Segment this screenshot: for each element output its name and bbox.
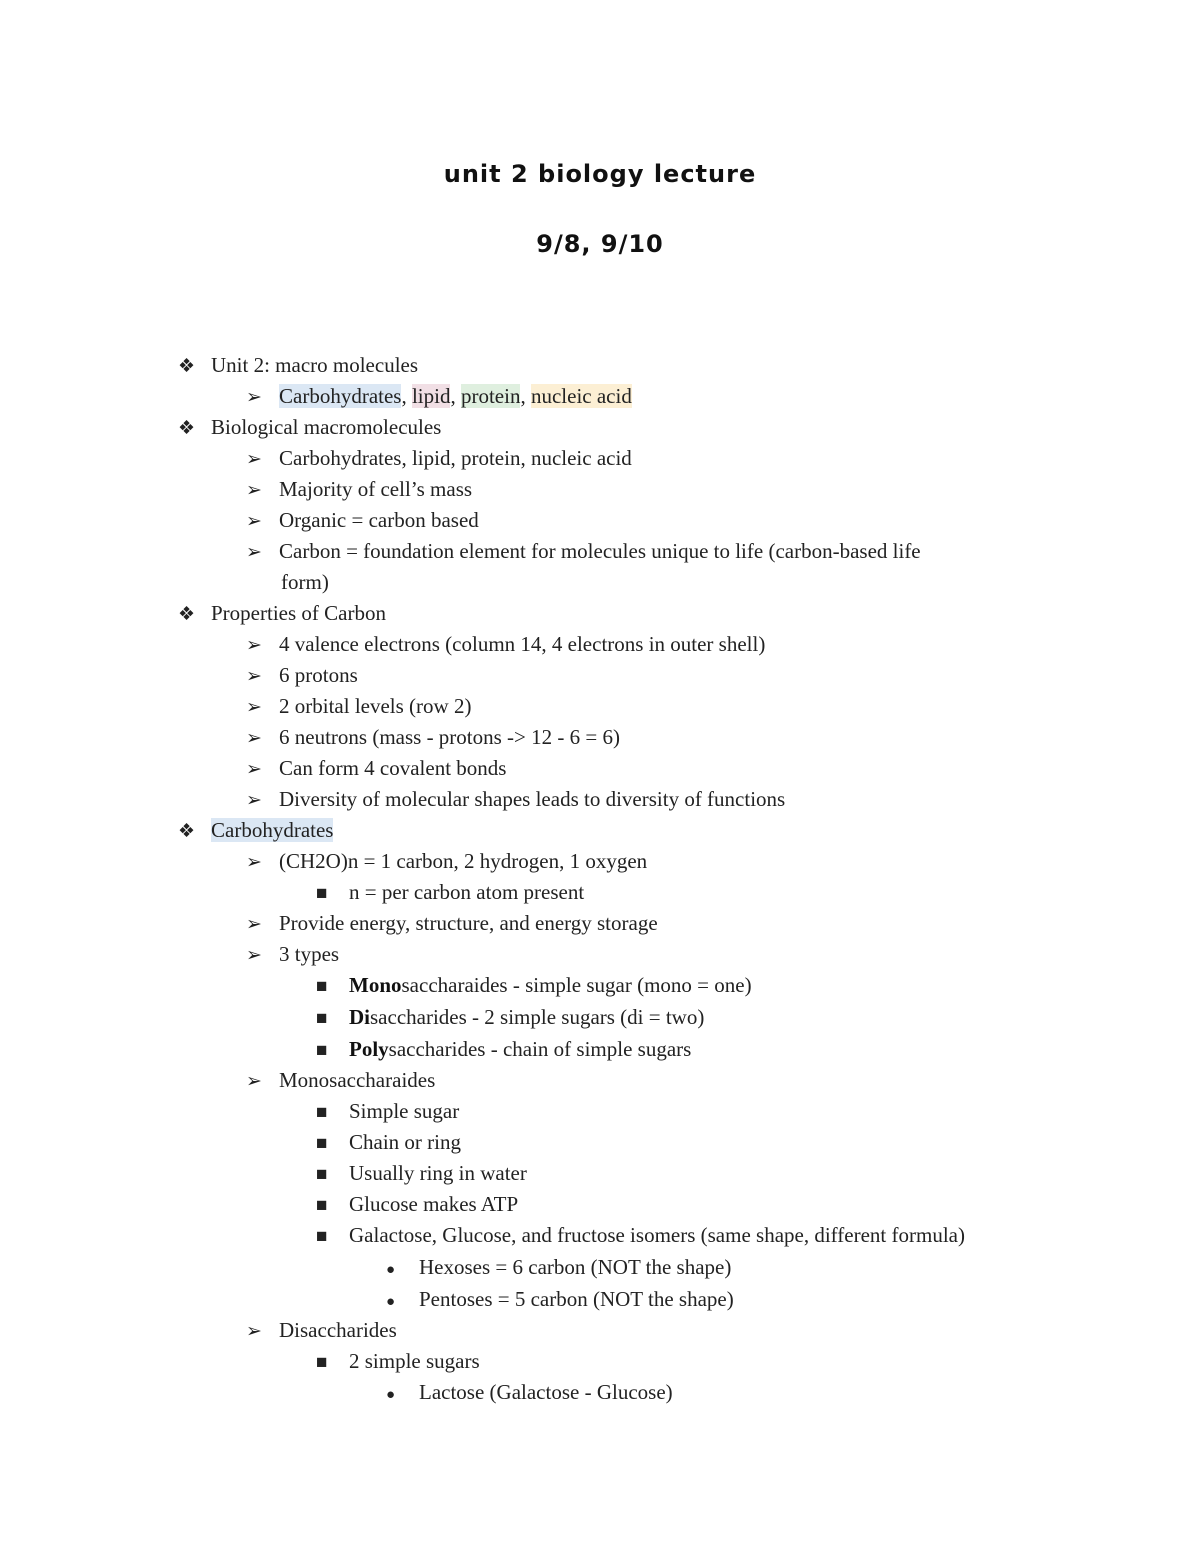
list-item: ■ n = per carbon atom present (316, 877, 584, 909)
arrow-bullet-icon: ➢ (246, 697, 262, 718)
list-item: ➢ Diversity of molecular shapes leads to diversity of functions (246, 784, 785, 816)
list-item: ■ Simple sugar (316, 1096, 459, 1128)
arrow-bullet-icon: ➢ (246, 945, 262, 966)
arrow-bullet-icon: ➢ (246, 759, 262, 780)
highlight-nucleic-acid: nucleic acid (530, 384, 632, 408)
square-bullet-icon: ■ (316, 976, 328, 997)
list-item: ■ Disaccharides - 2 simple sugars (di = two) (316, 1002, 704, 1034)
diamond-bullet-icon: ❖ (178, 821, 196, 842)
arrow-bullet-icon: ➢ (246, 449, 262, 470)
list-item: ➢ 4 valence electrons (column 14, 4 electrons in outer shell) (246, 629, 765, 661)
list-item: ■ Chain or ring (316, 1127, 461, 1159)
arrow-bullet-icon: ➢ (246, 387, 262, 408)
dot-bullet-icon: ● (386, 1294, 396, 1310)
arrow-bullet-icon: ➢ (246, 852, 262, 873)
square-bullet-icon: ■ (316, 883, 328, 904)
square-bullet-icon: ■ (316, 1195, 328, 1216)
dot-bullet-icon: ● (386, 1387, 396, 1403)
list-item: ❖ Biological macromolecules (178, 412, 441, 444)
list-item: ● Lactose (Galactose - Glucose) (386, 1377, 673, 1411)
arrow-bullet-icon: ➢ (246, 728, 262, 749)
square-bullet-icon: ■ (316, 1352, 328, 1373)
list-item: ➢ Carbohydrates, lipid, protein, nucleic acid (246, 381, 632, 413)
list-item: ■ Galactose, Glucose, and fructose isomers (same shape, different formula) (316, 1220, 965, 1252)
list-item-continuation: form) (281, 570, 329, 594)
list-item: ➢ (CH2O)n = 1 carbon, 2 hydrogen, 1 oxygen (246, 846, 647, 878)
highlight-lipid: lipid (411, 384, 451, 408)
lecture-dates: 9/8, 9/10 (536, 230, 664, 258)
square-bullet-icon: ■ (316, 1040, 328, 1061)
list-item: ➢ Monosaccharaides (246, 1065, 435, 1097)
list-item: ■ Usually ring in water (316, 1158, 527, 1190)
arrow-bullet-icon: ➢ (246, 480, 262, 501)
highlight-carbohydrates: Carbohydrates (279, 384, 402, 408)
list-item: ■ Glucose makes ATP (316, 1189, 518, 1221)
page-title: unit 2 biology lecture (443, 160, 757, 188)
square-bullet-icon: ■ (316, 1102, 328, 1123)
list-item: ➢ Disaccharides (246, 1315, 397, 1347)
list-item: ● Pentoses = 5 carbon (NOT the shape) (386, 1284, 734, 1318)
square-bullet-icon: ■ (316, 1226, 328, 1247)
arrow-bullet-icon: ➢ (246, 1071, 262, 1092)
arrow-bullet-icon: ➢ (246, 666, 262, 687)
arrow-bullet-icon: ➢ (246, 635, 262, 656)
list-item: ➢ 6 protons (246, 660, 358, 692)
square-bullet-icon: ■ (316, 1008, 328, 1029)
square-bullet-icon: ■ (316, 1164, 328, 1185)
arrow-bullet-icon: ➢ (246, 511, 262, 532)
list-item: ➢ Provide energy, structure, and energy storage (246, 908, 658, 940)
arrow-bullet-icon: ➢ (246, 790, 262, 811)
list-item (178, 815, 333, 847)
list-item: ➢ Organic = carbon based (246, 505, 479, 537)
list-item: ■ Polysaccharides - chain of simple sugars (316, 1034, 691, 1066)
arrow-bullet-icon: ➢ (246, 542, 262, 563)
list-item: ➢ Carbohydrates, lipid, protein, nucleic acid (246, 443, 632, 475)
diamond-bullet-icon: ❖ (178, 356, 196, 377)
highlight-protein: protein (460, 384, 521, 408)
list-item: ➢ 3 types (246, 939, 339, 971)
arrow-bullet-icon: ➢ (246, 914, 262, 935)
list-item: ❖ Unit 2: macro molecules (178, 350, 418, 382)
square-bullet-icon: ■ (316, 1133, 328, 1154)
list-item: ➢ 6 neutrons (mass - protons -> 12 - 6 = 6) (246, 722, 620, 754)
list-item: ■ 2 simple sugars (316, 1346, 480, 1378)
dot-bullet-icon: ● (386, 1262, 396, 1278)
diamond-bullet-icon: ❖ (178, 604, 196, 625)
arrow-bullet-icon: ➢ (246, 1321, 262, 1342)
highlight-carbohydrates: Carbohydrates (211, 818, 334, 842)
list-item: ● Hexoses = 6 carbon (NOT the shape) (386, 1252, 731, 1286)
list-item: ■ Monosaccharaides - simple sugar (mono = one) (316, 970, 752, 1002)
list-item: ➢ Can form 4 covalent bonds (246, 753, 506, 785)
list-item: ➢ Majority of cell’s mass (246, 474, 472, 506)
diamond-bullet-icon: ❖ (178, 418, 196, 439)
list-item: ➢ 2 orbital levels (row 2) (246, 691, 471, 723)
list-item: ➢ Carbon = foundation element for molecules unique to life (carbon-based life (246, 536, 921, 568)
list-item: ❖ Properties of Carbon (178, 598, 386, 630)
